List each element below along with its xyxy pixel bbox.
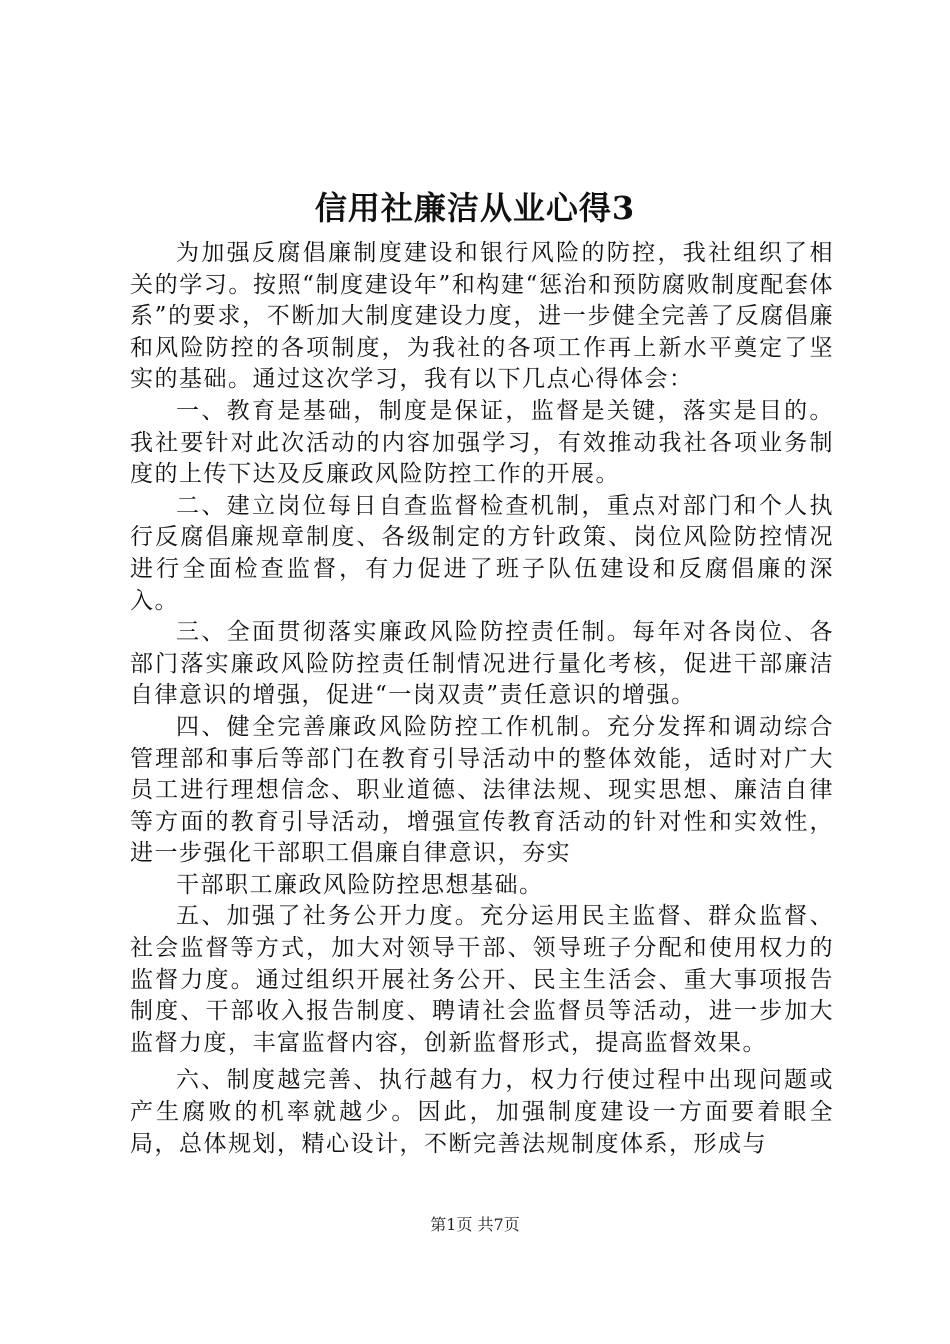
page-number-footer: 第1页 共7页 — [430, 1215, 520, 1234]
paragraph-point-4: 四、健全完善廉政风险防控工作机制。充分发挥和调动综合管理部和事后等部门在教育引导活动中的整体效能，适时对广大员工进行理想信念、职业道德、法律法规、现实思想、廉洁自律等方面的教育引导活动，增强宣传教育活动的针对性和实效性，进一步强化干部职工倡廉自律意识，夯实 — [130, 713, 834, 867]
paragraph-point-1: 一、教育是基础，制度是保证，监督是关键，落实是目的。我社要针对此次活动的内容加强学习，有效推动我社各项业务制度的上传下达及反廉政风险防控工作的开展。 — [130, 397, 834, 488]
paragraph-point-3: 三、全面贯彻落实廉政风险防控责任制。每年对各岗位、各部门落实廉政风险防控责任制情况进行量化考核，促进干部廉洁自律意识的增强，促进“一岗双责”责任意识的增强。 — [130, 619, 834, 709]
document-body — [130, 238, 834, 1160]
paragraph-point-2: 二、建立岗位每日自查监督检查机制，重点对部门和个人执行反腐倡廉规章制度、各级制定的方针政策、岗位风险防控情况进行全面检查监督，有力促进了班子队伍建设和反腐倡廉的深入。 — [130, 492, 834, 614]
paragraph-point-5: 五、加强了社务公开力度。充分运用民主监督、群众监督、社会监督等方式，加大对领导干部、领导班子分配和使用权力的监督力度。通过组织开展社务公开、民主生活会、重大事项报告制度、干部收入报告制度、聘请社会监督员等活动，进一步加大监督力度，丰富监督内容，创新监督形式，提高监督效果。 — [130, 903, 834, 1056]
paragraph-intro: 为加强反腐倡廉制度建设和银行风险的防控，我社组织了相关的学习。按照“制度建设年”和构建“惩治和预防腐败制度配套体系”的要求，不断加大制度建设力度，进一步健全完善了反腐倡廉和风险防控的各项制度，为我社的各项工作再上新水平奠定了坚实的基础。通过这次学习，我有以下几点心得体会： — [130, 240, 834, 393]
paragraph-point-4-continued: 干部职工廉政风险防控思想基础。 — [176, 871, 544, 898]
document-title: 信用社廉洁从业心得3 — [314, 189, 636, 227]
paragraph-point-6: 六、制度越完善、执行越有力，权力行使过程中出现问题或产生腐败的机率就越少。因此，加强制度建设一方面要着眼全局，总体规划，精心设计，不断完善法规制度体系，形成与 — [130, 1067, 834, 1157]
